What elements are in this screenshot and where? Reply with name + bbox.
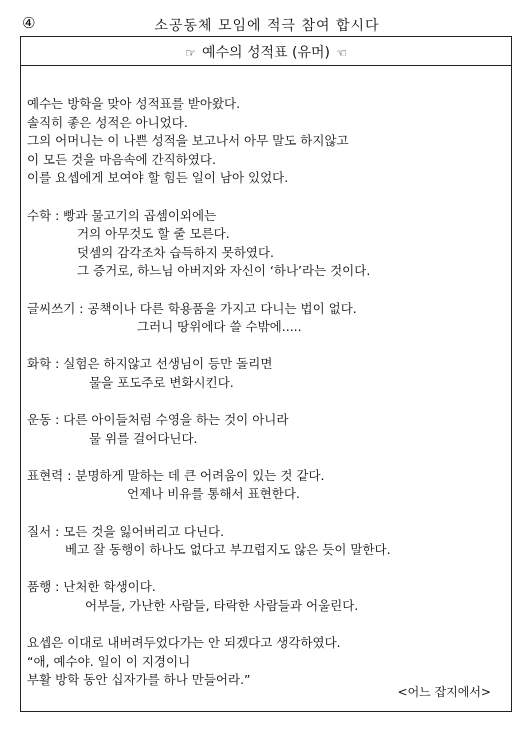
intro-line: 이 모든 것을 마음속에 간직하였다.	[27, 151, 216, 167]
expression-line: 언제나 비유를 통해서 표현한다.	[127, 486, 300, 502]
sports-line: 물 위를 걸어다닌다.	[89, 430, 198, 446]
title-divider	[21, 65, 511, 66]
order-line: 질서 : 모든 것을 잃어버리고 다닌다.	[27, 523, 225, 539]
chemistry-line: 물을 포도주로 변화시킨다.	[89, 374, 234, 390]
intro-line: 그의 어머니는 이 나쁜 성적을 보고나서 아무 말도 하지않고	[27, 133, 349, 149]
pointing-right-icon: ☞	[185, 46, 196, 60]
ending-line: 부활 방학 동안 십자가를 하나 만들어라.”	[27, 672, 251, 688]
expression-line: 표현력 : 분명하게 말하는 데 큰 어려움이 있는 것 같다.	[27, 467, 325, 483]
ending-line: “애, 예수야. 일이 이 지경이니	[27, 653, 191, 669]
order-line: 베고 잘 동행이 하나도 없다고 부끄럽지도 않은 듯이 말한다.	[65, 542, 391, 558]
document-title	[21, 42, 511, 62]
pointing-left-icon: ☜	[336, 46, 347, 60]
conduct-line: 어부들, 가난한 사람들, 타락한 사람들과 어울린다.	[85, 598, 359, 614]
title-text: 예수의 성적표 (유머)	[201, 45, 331, 61]
page-number: ④	[22, 14, 36, 32]
chemistry-line: 화학 : 실험은 하지않고 선생님이 등만 돌리면	[27, 356, 273, 372]
math-line: 거의 아무것도 할 줄 모른다.	[77, 226, 230, 242]
content-frame	[20, 36, 512, 712]
conduct-line: 품행 : 난처한 학생이다.	[27, 579, 156, 595]
math-line: 그 증거로, 하느님 아버지와 자신이 ‘하나’라는 것이다.	[77, 263, 371, 279]
math-line: 수학 : 빵과 물고기의 곱셈이외에는	[27, 207, 217, 223]
ending-line: 요셉은 이대로 내버려두었다가는 안 되겠다고 생각하였다.	[27, 635, 341, 651]
document-body	[27, 95, 505, 690]
source-citation: <어느 잡지에서>	[397, 685, 491, 699]
header-slogan: 소공동체 모임에 적극 참여 합시다	[154, 18, 380, 34]
intro-line: 솔직히 좋은 성적은 아니었다.	[27, 114, 188, 130]
math-line: 덧셈의 감각조차 습득하지 못하였다.	[77, 244, 275, 260]
intro-line: 이를 요셉에게 보여야 할 힘든 일이 남아 있었다.	[27, 170, 289, 186]
sports-line: 운동 : 다른 아이들처럼 수영을 하는 것이 아니라	[27, 412, 289, 428]
intro-line: 예수는 방학을 맞아 성적표를 받아왔다.	[27, 96, 241, 111]
writing-line: 글씨쓰기 : 공책이나 다른 학용품을 가지고 다니는 법이 없다.	[27, 300, 357, 316]
writing-line: 그러니 땅위에다 쓸 수밖에.....	[137, 319, 302, 335]
page-header	[22, 12, 512, 36]
